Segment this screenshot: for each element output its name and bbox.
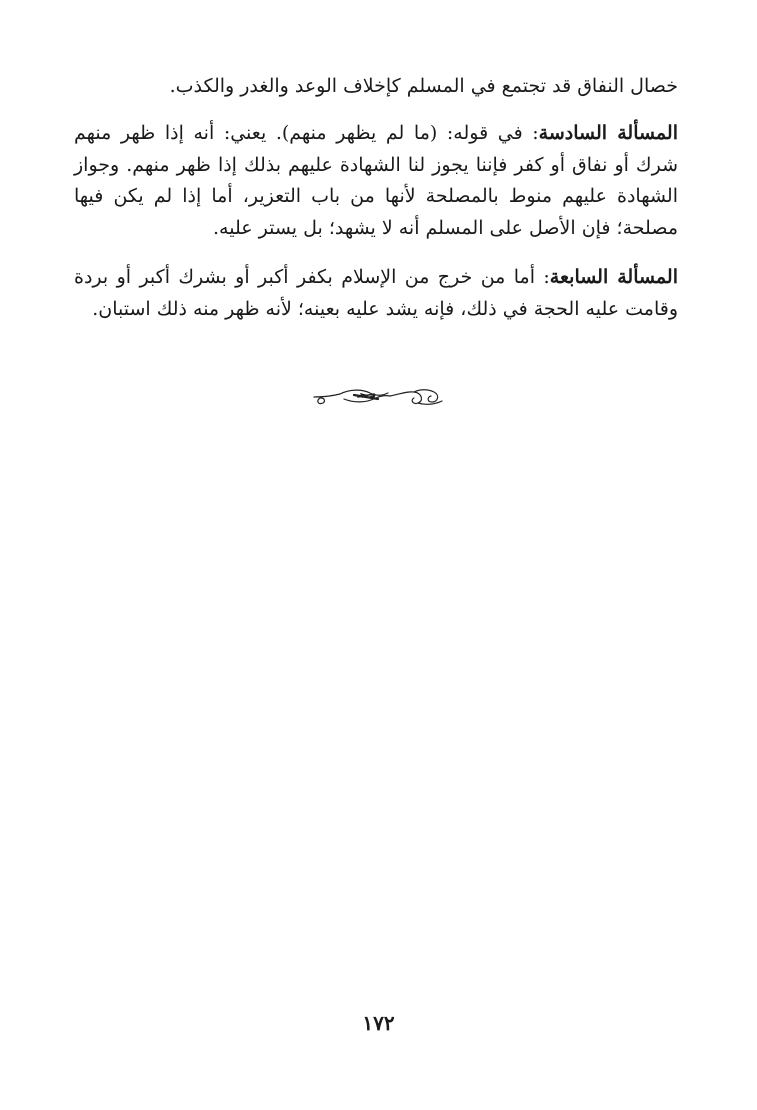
paragraph-sixth-issue (74, 118, 678, 244)
sixth-issue-text: : في قوله: (ما لم يظهر منهم). يعني: أنه إذا ظهر منهم شرك أو نفاق أو كفر فإننا يجوز لنا الشهادة عليهم بذلك إذا ظهر منهم. وجواز الشهادة عليهم منوط بالمصلحة لأنها من باب التعزير، أما إذا لم يكن فيها مصلحة؛ فإن الأصل على المسلم أنه لا يشهد؛ بل يستر عليه. (74, 122, 678, 239)
paragraph-body (74, 118, 678, 244)
decorative-flourish-icon (310, 383, 446, 411)
paragraph-body (74, 262, 678, 325)
page-number: ١٧٢ (362, 1011, 395, 1035)
sixth-issue-heading: المسألة السادسة (538, 122, 678, 144)
paragraph-seventh-issue (74, 262, 678, 325)
seventh-issue-heading: المسألة السابعة (549, 266, 678, 288)
seventh-issue-text: : أما من خرج من الإسلام بكفر أكبر أو بشرك أكبر أو بردة وقامت عليه الحجة في ذلك، فإنه يشد عليه بعينه؛ لأنه ظهر منه ذلك استبان. (74, 266, 678, 320)
paragraph-nifaq-traits (74, 71, 678, 103)
paragraph-text: خصال النفاق قد تجتمع في المسلم كإخلاف الوعد والغدر والكذب. (169, 75, 678, 97)
